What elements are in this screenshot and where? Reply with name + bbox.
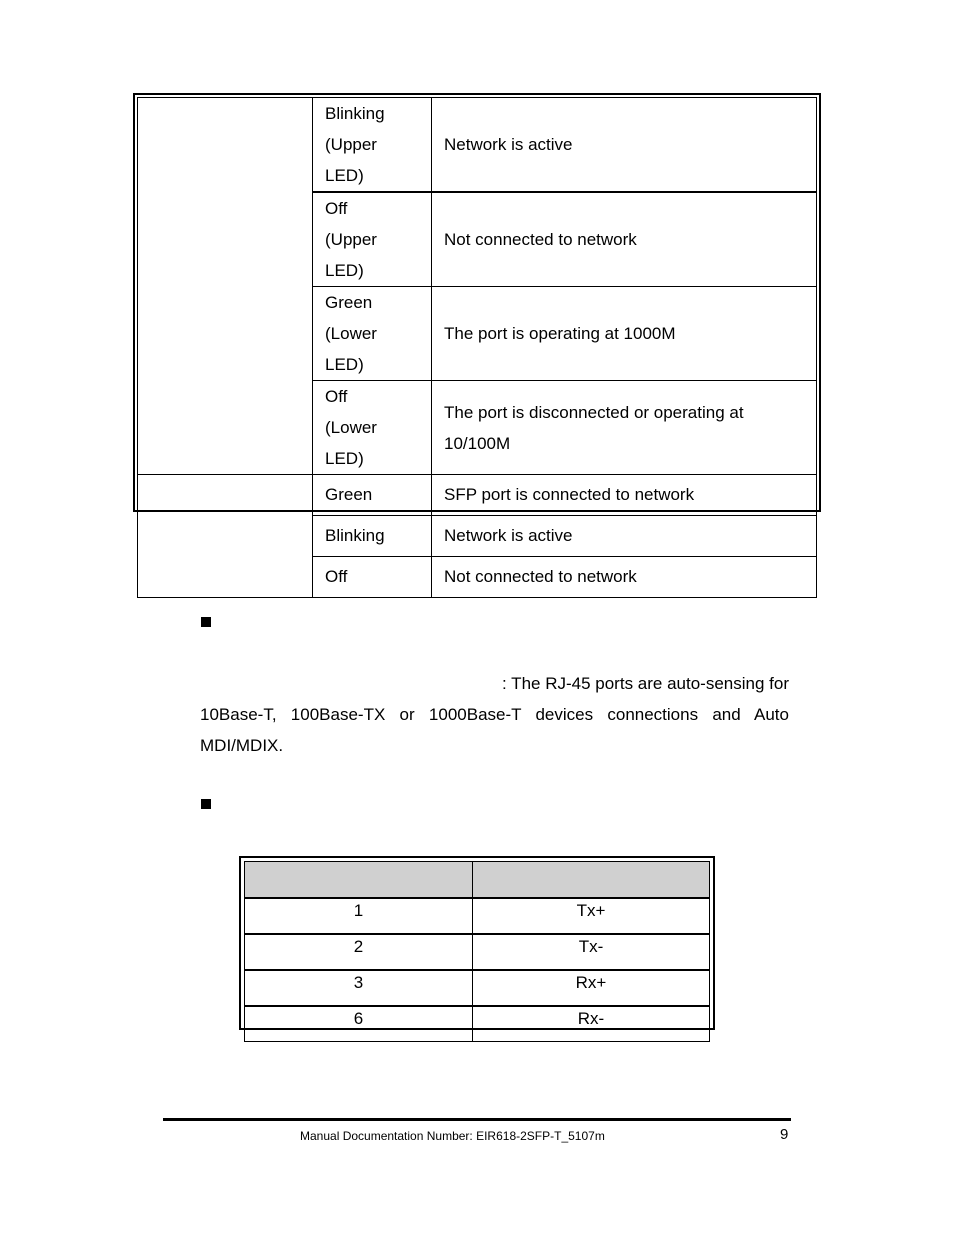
led-state [313, 381, 432, 475]
table-row [138, 475, 817, 516]
led-state-line2: (Lower LED) [325, 418, 377, 468]
led-table-grid [137, 97, 817, 598]
table-header-row [245, 862, 710, 899]
led-description-line2: 10/100M [444, 433, 511, 453]
led-description: Not connected to network [432, 192, 817, 287]
pin-table-grid [244, 861, 710, 1042]
led-description: The port is operating at 1000M [432, 287, 817, 381]
paragraph-line: 10Base-T, 100Base-TX or 1000Base-T devices connections and Auto [200, 705, 789, 724]
table-row [245, 970, 710, 1006]
led-description: Network is active [432, 516, 817, 557]
table-row [138, 98, 817, 193]
pin-number: 3 [245, 970, 473, 1006]
led-state: Blinking [313, 516, 432, 557]
led-state [313, 192, 432, 287]
bullet-square-icon [201, 799, 211, 809]
pin-number: 6 [245, 1006, 473, 1042]
paragraph-line: : The RJ-45 ports are auto-sensing for [502, 674, 789, 693]
led-state: Off [313, 557, 432, 598]
led-group-label [138, 98, 313, 475]
pin-number: 2 [245, 934, 473, 970]
led-description: Not connected to network [432, 557, 817, 598]
led-table [133, 93, 821, 586]
led-description [432, 381, 817, 475]
rj45-description [200, 668, 789, 761]
pin-signal: Tx- [473, 934, 710, 970]
led-state [313, 98, 432, 193]
led-state-line1: Blinking [325, 104, 385, 123]
led-description-line1: The port is disconnected or operating at [444, 402, 744, 422]
footer-doc-number: Manual Documentation Number: EIR618-2SFP-T_5107m [300, 1129, 605, 1143]
led-state-line1: Green [325, 293, 373, 312]
table-row [245, 1006, 710, 1042]
pin-signal: Rx+ [473, 970, 710, 1006]
led-group-label [138, 475, 313, 598]
led-state-line2: (Lower LED) [325, 324, 377, 374]
pin-assignment-table [239, 856, 715, 1030]
led-state [313, 287, 432, 381]
led-description: SFP port is connected to network [432, 475, 817, 516]
bullet-square-icon [201, 617, 211, 627]
column-header-signal [473, 862, 710, 899]
table-row [245, 898, 710, 934]
led-state-line2: (Upper LED) [325, 230, 377, 280]
page-number: 9 [780, 1126, 789, 1143]
footer-divider [163, 1118, 791, 1121]
led-state-line1: Off [325, 199, 348, 218]
table-row [245, 934, 710, 970]
led-state-line1: Off [325, 387, 348, 406]
pin-signal: Rx- [473, 1006, 710, 1042]
paragraph-line: MDI/MDIX. [200, 736, 284, 755]
pin-number: 1 [245, 898, 473, 934]
pin-signal: Tx+ [473, 898, 710, 934]
column-header-pin [245, 862, 473, 899]
led-state-line2: (Upper LED) [325, 135, 377, 185]
led-description: Network is active [432, 98, 817, 193]
led-state: Green [313, 475, 432, 516]
